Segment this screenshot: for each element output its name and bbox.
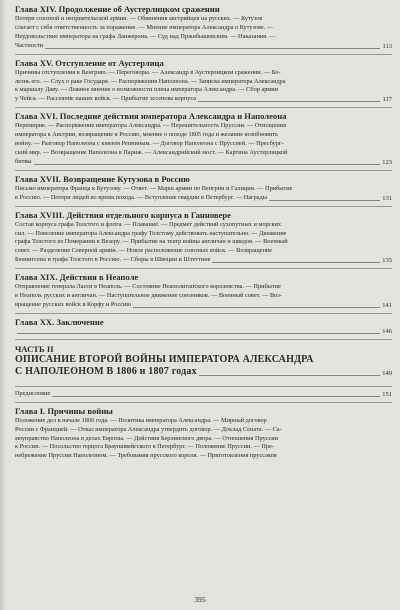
chapter-summary-line: совет. — Разделение Северной армии. — Новое расположение союзных войск. — Возвращение [15, 247, 273, 255]
chapter-summary-line: в Неаполь русских и англичан. — Наступательное движение союзников. — Военный совет. — Воз- [15, 292, 282, 300]
toc-entry-line [15, 390, 392, 399]
chapter-summary-line: Неудовольствие императора на графа Ланжерона. — Суд над Пржибышевским. — Наказания. — [15, 32, 276, 40]
page-ref: 117 [382, 96, 392, 104]
toc-part2-chapter-1 [15, 406, 392, 462]
chapter-title: Глава XIX. Действия в Неаполе [15, 272, 139, 283]
toc-chapter-15 [15, 58, 392, 105]
divider [15, 54, 392, 55]
part-label: ЧАСТЬ II [15, 343, 54, 354]
divider [15, 339, 392, 340]
chapter-summary-line: императора к Австрии, возвращение в Россию, мнение о походе 1805 года и желание возобновить [15, 131, 278, 139]
toc-chapter-19 [15, 272, 392, 310]
chapter-title: Глава XIV. Продолжение об Аустерлицком сражении [15, 4, 220, 14]
divider [15, 206, 392, 207]
leader-line [34, 164, 381, 165]
toc-chapter-20 [15, 317, 392, 336]
divider [15, 402, 392, 403]
binding-shadow [0, 0, 6, 610]
chapter-title: Глава XVIII. Действия отдельного корпуса в Ганновере [15, 209, 231, 220]
chapter-summary-last: битвы [15, 157, 32, 165]
chapter-summary-line: лезнь его. — Слух о раке Государя. — Распоряжения Наполеона. — Записка императора Александра [15, 77, 286, 85]
chapter-title: Глава XVII. Возвращение Кутузова в Россию [15, 173, 190, 184]
part-title-line: С НАПОЛЕОНОМ В 1806 и 1807 годах [15, 365, 197, 377]
chapter-summary-line: Причины отступления в Венгрию. — Переговоры. — Александр в Аустерлицком сражении. — Бо- [15, 68, 281, 76]
chapter-summary-last: у Чейса. — Рассеяние наших войск. — Прибытие эссенова корпуса [15, 95, 197, 103]
page-ref: 149 [382, 369, 392, 377]
page-ref: 146 [382, 327, 392, 335]
chapter-summary-last: Беннигсена и графа Толстого в Россию. — Сборы в Швеции и Штеттине [15, 256, 211, 264]
chapter-summary-line: к России. — Посольство герцога Брауншвейгского в Петербург. — Положение Пруссии. — Пре- [15, 443, 274, 451]
toc-entry-line [15, 301, 392, 310]
toc-entry-line [15, 42, 392, 51]
chapter-title: Глава XV. Отступление от Аустерлица [15, 57, 164, 68]
chapter-summary-line: Потери союзной и неприятельской армии. — Обвинения австрийцев на русских. — Кутузов [15, 15, 263, 22]
page-ref: 123 [382, 158, 392, 166]
toc-preface [15, 390, 392, 399]
toc-entry-line [15, 366, 392, 378]
toc-chapter-14 [15, 4, 392, 51]
toc-entry-line [15, 194, 392, 203]
chapter-summary-line: графа Толстого из Померании к Везеру. — Прибытие на театр войны англичан и шведов. — Военный [15, 238, 288, 246]
toc-entry-line [15, 328, 392, 336]
chapter-summary-line: России с Францией. — Отказ императора Александра утвердить договор. — Доклад Сената. — Са- [15, 425, 282, 433]
chapter-summary-last: в Россию. — Потери людей во время похода. — Вступление гвардии в Петербург. — Награды [15, 193, 268, 201]
chapter-summary-line: Письмо императора Франца к Кутузову. — Ответ. — Марш армии по Венгрии и Галиции. — Прибытие [15, 184, 293, 192]
page-number: 395 [194, 595, 206, 604]
page-ref: 141 [382, 301, 392, 309]
chapter-summary-line: небрежение Пруссии Наполеоном. — Требования прусского короля. — Приготовления пруссаков [15, 452, 277, 460]
divider [15, 313, 392, 314]
chapter-title: Глава I. Причины войны [15, 405, 113, 416]
chapter-summary-line: слагает с себя ответственность за поражение. — Мнение императора Александра о Кутузове. — [15, 23, 274, 31]
divider [15, 170, 392, 171]
chapter-summary-line: сил. — Повеление императора Александра графу Толстому действовать наступательно. — Движение [15, 229, 287, 237]
chapter-summary-line: Перемирие. — Распоряжение императора Александра. — Нерешительность Пруссии. — Отношения [15, 122, 286, 130]
chapter-summary-line: войну. — Разговор Наполеона с князем Репниным. — Договор Наполеона с Пруссией. — Пресбург- [15, 140, 284, 148]
leader-line [17, 333, 380, 334]
leader-line [212, 262, 380, 263]
divider [15, 268, 392, 269]
preface-label: Предисловие [15, 389, 51, 397]
toc-chapter-17 [15, 174, 392, 203]
chapter-summary-last: вращение русских войск в Корфу и Россию [15, 300, 132, 308]
chapter-summary-last: Частности [15, 41, 44, 49]
chapter-summary-line: Отправление генерала Ласси в Неаполь. — Состояние Неаполитанского королевства. — Прибытие [15, 283, 281, 291]
chapter-summary-line: Состав корпуса графа Толстого и флота. — Плавание. — Предмет действий сухопутных и морских [15, 220, 282, 228]
chapter-summary-line: Положение дел в начале 1806 года. — Политика императора Александра. — Мирный договор [15, 416, 267, 424]
leader-line [199, 375, 380, 376]
toc-entry-line [15, 158, 392, 167]
toc-part-2 [15, 344, 392, 378]
toc-chapter-18 [15, 210, 392, 266]
leader-line [45, 48, 380, 49]
part-title-line: ОПИСАНИЕ ВТОРОЙ ВОЙНЫ ИМПЕРАТОРА АЛЕКСАНДРА [15, 353, 314, 365]
toc-entry-line [15, 256, 392, 265]
divider [15, 107, 392, 108]
toc-chapter-16 [15, 111, 392, 167]
leader-line [133, 307, 380, 308]
page-ref: 131 [382, 194, 392, 202]
divider [15, 386, 392, 387]
leader-line [52, 396, 380, 397]
chapter-summary-line: ский мир. — Возвращение Наполеона в Париж. — Александрийский мост. — Картина Аустерлицкой [15, 148, 288, 156]
chapter-title: Глава XVI. Последние действия императора Александра и Наполеона [15, 111, 287, 122]
chapter-summary-line: моуправство Наполеона в делах Европы. — Действия Берлинского двора. — Отношения Пруссии [15, 434, 279, 442]
leader-line [269, 200, 380, 201]
page-ref: 113 [382, 42, 392, 50]
leader-line [198, 101, 380, 102]
chapter-summary-line: к маршалу Даву. — Ложное мнение о возможности плена императора Александра. — Сбор армии [15, 86, 279, 94]
page-ref: 151 [382, 390, 392, 398]
toc-entry-line [15, 95, 392, 104]
chapter-title: Глава XX. Заключение [15, 316, 104, 327]
page-ref: 135 [382, 257, 392, 265]
